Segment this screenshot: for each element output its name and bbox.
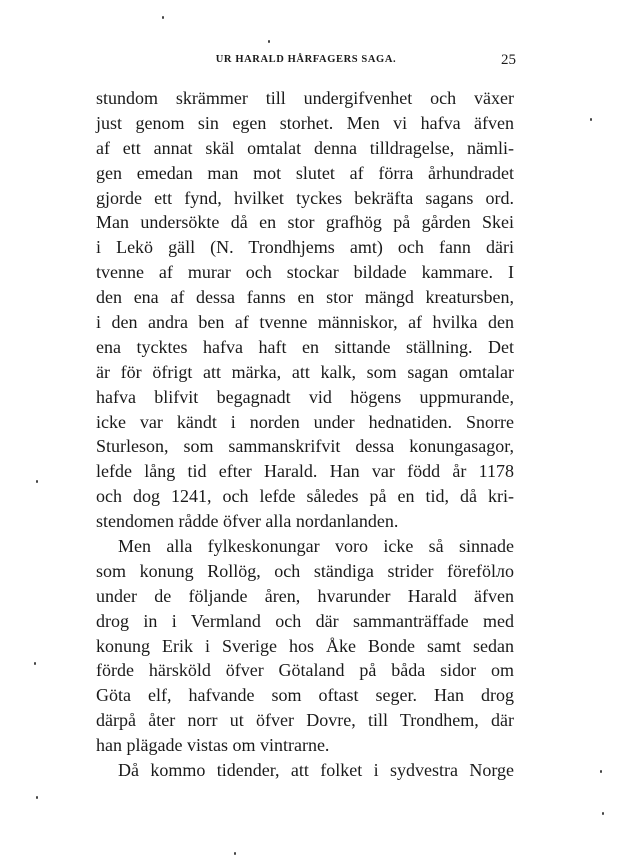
scan-speck (602, 812, 604, 815)
paragraph-end-line: stendomen rådde öfver alla nordanlanden. (96, 511, 399, 532)
page-number: 25 (501, 52, 516, 68)
scan-speck (590, 118, 592, 121)
text-line: stundom skrämmer till undergifvenhet och växer (96, 88, 514, 108)
text-line: icke var kändt i norden under hednatiden. Snorre (96, 411, 514, 432)
text-line: gen emedan man mot slutet af förra århundradet (96, 162, 514, 183)
text-line: just genom sin egen storhet. Men vi hafva äfven (96, 112, 514, 133)
text-line: drog in i Vermland och där sammanträffade med (96, 610, 514, 631)
paragraph-start-line: Men alla fylkeskonungar voro icke så sinnade (118, 536, 514, 557)
text-line: af ett annat skäl omtalat denna tilldragelse, nämli- (96, 137, 514, 158)
text-line: i Lekö gäll (N. Trondhjems amt) och fann däri (96, 237, 514, 258)
scan-speck (36, 480, 38, 483)
text-line: gjorde ett fynd, hvilket tyckes bekräfta sagans ord. (96, 187, 514, 208)
paragraph-start-line: Då kommo tidender, att folket i sydvestra Norge (118, 760, 514, 781)
text-line: och dog 1241, och lefde således på en tid, då kri- (96, 486, 514, 507)
text-line: förde härsköld öfver Götaland på båda sidor om (96, 660, 514, 681)
text-line: Sturleson, som sammanskrifvit dessa konungasagor, (96, 436, 514, 457)
scan-speck (162, 16, 164, 19)
text-line: som konung Rollög, och ständiga strider förefölло (96, 560, 514, 581)
scan-speck (268, 40, 270, 43)
text-line: under de följande åren, hvarunder Harald äfven (96, 585, 514, 606)
text-line: Göta elf, hafvande som oftast seger. Han drog (96, 685, 514, 706)
text-line: hafva blifvit begagnadt vid högens uppmurande, (96, 386, 514, 407)
scan-speck (600, 770, 602, 773)
scan-speck (34, 662, 36, 665)
running-title: UR HARALD HÅRFAGERS SAGA. (215, 54, 397, 65)
text-line: i den andra ben af tvenne människor, af hvilka den (96, 312, 514, 333)
text-line: tvenne af murar och stockar bildade kammare. I (96, 262, 514, 283)
text-line: konung Erik i Sverige hos Åke Bonde samt sedan (96, 635, 514, 656)
paragraph-end-line: han plägade vistas om vintrarne. (96, 735, 330, 756)
text-line: ena tycktes hafva haft en sittande ställning. Det (96, 336, 514, 357)
text-line: den ena af dessa fanns en stor mängd kreatursben, (96, 287, 514, 308)
running-head (96, 54, 516, 74)
scan-speck (36, 796, 38, 799)
text-line: är för öfrigt att märka, att kalk, som sagan omtalar (96, 361, 514, 382)
text-line: Man undersökte då en stor grafhög på gården Skei (96, 212, 514, 233)
text-line: lefde lång tid efter Harald. Han var född år 1178 (96, 461, 514, 482)
body-text (96, 86, 514, 783)
scan-speck (234, 852, 236, 855)
text-line: därpå åter norr ut öfver Dovre, till Trondhem, där (96, 710, 514, 731)
